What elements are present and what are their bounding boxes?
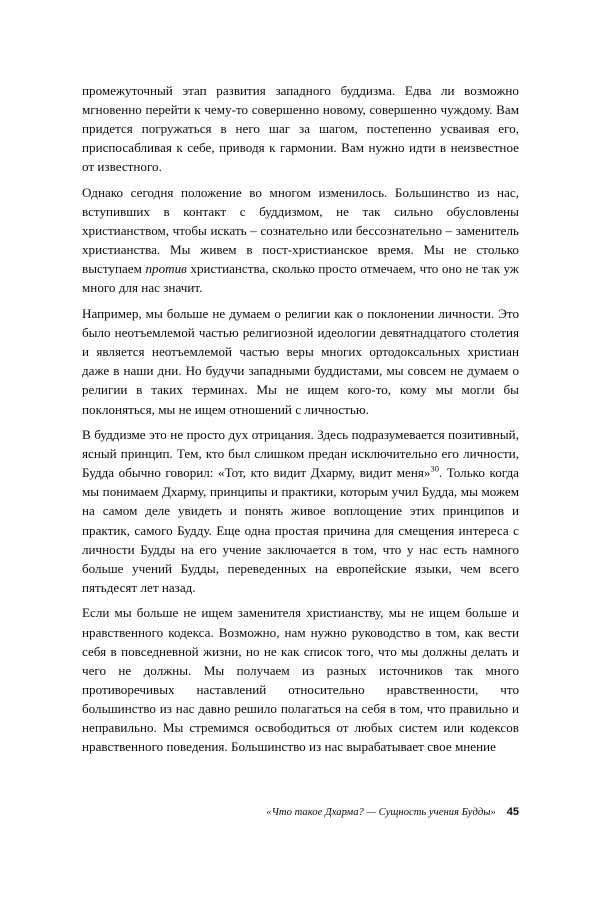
footer-book-title: «Что такое Дхарма? — Сущность учения Будды» — [266, 807, 496, 818]
footnote-reference-marker[interactable]: 30 — [430, 464, 439, 474]
paragraph-4 — [82, 425, 519, 597]
paragraph-2-text-after-emphasis: христианства, сколько просто отмечаем, что оно не так уж много для нас значит. — [82, 261, 519, 296]
paragraph-1: промежуточный этап развития западного буддизма. Едва ли возможно мгновенно перейти к чему-то совершенно новому, совершенно чуждому. Вам придется погружаться в него шаг за шагом, постепенно усваивая его, приспосабливая к себе, приводя к гармонии. Вам нужно идти в неизвестное от известного. — [82, 83, 519, 175]
paragraph-5: Если мы больше не ищем заменителя христианству, мы не ищем больше и нравственного кодекса. Возможно, нам нужно руководство в том, как вести себя в повседневной жизни, но не как список того, что мы должны делать и чего не должны. Мы получаем из разных источников так много противоречивых наставлений относительно нравственности, что большинство из нас давно решило полагаться на себя в том, что правильно и неправильно. Мы стремимся освободиться от любых систем или кодексов нравственного поведения. Большинство из нас вырабатывает свое мнение — [82, 605, 519, 755]
paragraph-2 — [82, 183, 519, 298]
paragraph-3: Например, мы больше не думаем о религии как о поклонении личности. Это было неотъемлемой частью религиозной идеологии девятнадцатого столетия и является неотъемлемой частью веры многих ортодоксальных христиан даже в наши дни. Но будучи западными буддистами, мы совсем не думаем о религии в таких терминах. Мы не ищем кого-то, кому мы могли бы поклоняться, мы не ищем отношений с личностью. — [82, 306, 519, 417]
paragraph-2-text-before-emphasis: Однако сегодня положение во многом изменилось. Большинство из нас, вступивших в контакт с буддизмом, не так сильно обусловлены христианством, чтобы искать – сознательно или бессознательно – заменитель христианства. Мы живем в пост-христианское время. Мы не столько выступаем — [82, 184, 519, 277]
page-footer — [82, 806, 519, 818]
footer-page-number: 45 — [506, 806, 519, 818]
paragraph-4-text-before-footnote: В буддизме это не просто дух отрицания. Здесь подразумевается позитивный, ясный принцип. Тем, кто был слишком предан исключительно его личности, Будда обычно говорил: «Тот, кто видит Дхарму, видит меня» — [82, 427, 519, 481]
emphasized-word-protiv: против — [145, 261, 187, 277]
body-text-column — [82, 81, 519, 756]
paragraph-4-text-after-footnote: . Только когда мы понимаем Дхарму, принципы и практики, которым учил Будда, мы можем на самом деле увидеть и понять живое воплощение этих принципов и практик, самого Будду. Еще одна простая причина для смещения интереса с личности Будды на его учение заключается в том, что у нас есть намного больше учений Будды, переведенных на европейские языки, чем всего пятьдесят лет назад. — [82, 465, 519, 595]
